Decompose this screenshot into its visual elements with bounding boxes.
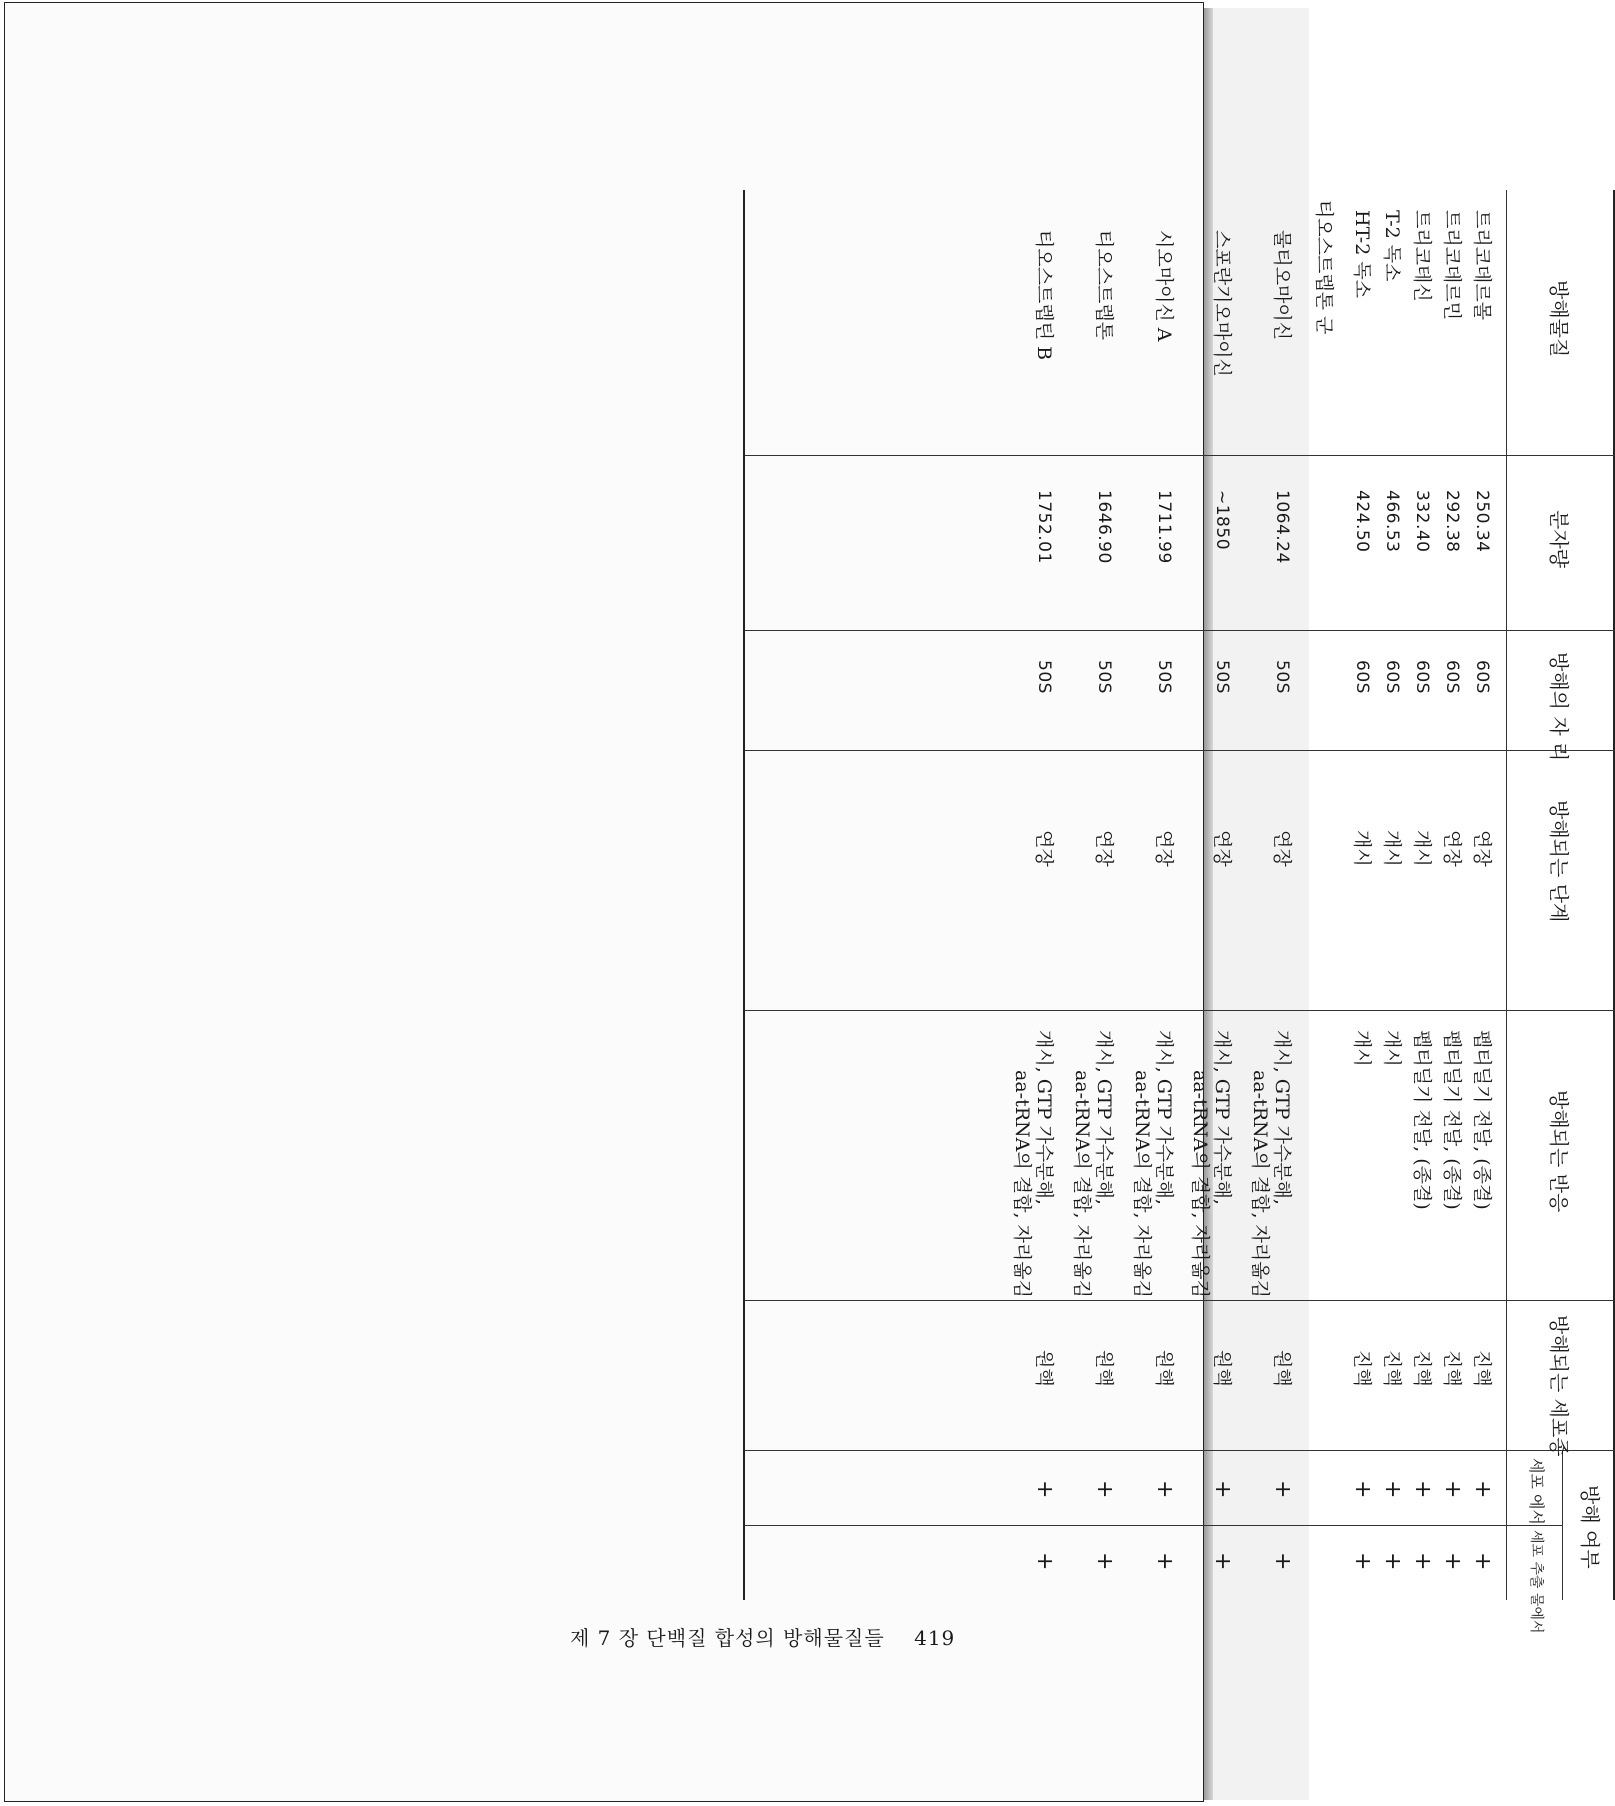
row-name: T-2 독소 (1381, 210, 1403, 282)
row-step: 연장 (1211, 830, 1233, 867)
row-in-cell: + (1270, 1480, 1295, 1499)
col-divider (745, 1450, 1615, 1451)
header-inhibitor: 방해물질 (1547, 280, 1571, 358)
row-step: 연장 (1033, 830, 1055, 867)
row-reaction: 개시, GTP 가수분해, (1033, 1030, 1055, 1205)
row-name: 스포란기오마이신 (1211, 230, 1233, 377)
group-label: 티오스트렙톤 군 (1313, 200, 1335, 335)
row-in-cell: + (1350, 1480, 1375, 1499)
row-in-cell: + (1470, 1480, 1495, 1499)
row-cell-free: + (1092, 1552, 1117, 1571)
row-mw: 250.34 (1472, 490, 1492, 553)
row-cell-type: 진핵 (1351, 1350, 1373, 1387)
row-step: 연장 (1441, 830, 1463, 867)
col-divider (745, 1300, 1615, 1301)
row-step: 연장 (1271, 830, 1293, 867)
header-in-cell: 세포 에서 (1527, 1458, 1546, 1525)
table-frame (745, 190, 1615, 1634)
page-footer (570, 1622, 955, 1651)
row-cell-free: + (1032, 1552, 1057, 1571)
row-site: 50S (1154, 660, 1174, 694)
row-in-cell: + (1380, 1480, 1405, 1499)
row-mw: 332.40 (1412, 490, 1432, 553)
header-inhibition: 방해 여부 (1578, 1485, 1602, 1569)
row-mw: 466.53 (1382, 490, 1402, 553)
col-divider (745, 1525, 1563, 1526)
row-reaction: 개시 (1381, 1030, 1403, 1067)
row-site: 60S (1442, 660, 1462, 694)
row-cell-type: 진핵 (1381, 1350, 1403, 1387)
row-name: 트리코테신 (1411, 210, 1433, 302)
row-name: 티오스트렙틴 B (1033, 230, 1055, 361)
row-reaction: 개시 (1351, 1030, 1373, 1067)
row-cell-free: + (1470, 1552, 1495, 1571)
row-cell-type: 원핵 (1211, 1350, 1233, 1387)
row-step: 개시 (1381, 830, 1403, 867)
header-site: 방해의 자 리 (1547, 652, 1571, 762)
row-name: 물티오마이신 (1271, 230, 1293, 341)
col-divider (745, 750, 1615, 751)
row-reaction-line2: aa-tRNA의 결합, 자리옮김 (1189, 1070, 1211, 1298)
row-cell-type: 진핵 (1441, 1350, 1463, 1387)
row-mw: ~1850 (1212, 490, 1232, 551)
row-mw: 292.38 (1442, 490, 1462, 553)
table-bottom-rule (743, 190, 745, 1600)
col-divider (745, 630, 1615, 631)
page-number: 419 (914, 1626, 956, 1650)
row-step: 연장 (1153, 830, 1175, 867)
row-name: 시오마이신 A (1153, 230, 1175, 342)
col-divider (745, 455, 1615, 456)
row-mw: 1064.24 (1272, 490, 1292, 564)
row-reaction: 개시, GTP 가수분해, (1153, 1030, 1175, 1205)
row-site: 60S (1412, 660, 1432, 694)
row-name: HT-2 독소 (1351, 210, 1373, 299)
row-in-cell: + (1210, 1480, 1235, 1499)
rotated-table (745, 190, 1615, 1634)
row-mw: 1752.01 (1034, 490, 1054, 564)
row-reaction: 펩티딜기 전달, (종결) (1411, 1030, 1433, 1210)
row-reaction-line2: aa-tRNA의 결합, 자리옮김 (1249, 1070, 1271, 1298)
row-step: 개시 (1411, 830, 1433, 867)
header-step: 방해되는 단계 (1547, 800, 1571, 923)
row-cell-type: 진핵 (1471, 1350, 1493, 1387)
row-reaction: 펩티딜기 전달, (종결) (1441, 1030, 1463, 1210)
row-in-cell: + (1410, 1480, 1435, 1499)
row-cell-free: + (1210, 1552, 1235, 1571)
row-in-cell: + (1092, 1480, 1117, 1499)
row-site: 60S (1382, 660, 1402, 694)
row-cell-free: + (1440, 1552, 1465, 1571)
row-site: 60S (1472, 660, 1492, 694)
row-mw: 424.50 (1352, 490, 1372, 553)
header-molecular-weight: 분자량 (1547, 510, 1571, 568)
row-cell-free: + (1270, 1552, 1295, 1571)
row-name: 트리코데르몰 (1471, 210, 1493, 321)
row-cell-type: 원핵 (1093, 1350, 1115, 1387)
row-site: 60S (1352, 660, 1372, 694)
row-site: 50S (1034, 660, 1054, 694)
row-cell-type: 원핵 (1033, 1350, 1055, 1387)
row-name: 티오스트렙톤 (1093, 230, 1115, 341)
row-reaction: 개시, GTP 가수분해, (1271, 1030, 1293, 1205)
row-step: 개시 (1351, 830, 1373, 867)
row-reaction: 펩티딜기 전달, (종결) (1471, 1030, 1493, 1210)
row-reaction-line2: aa-tRNA의 결합, 자리옮김 (1071, 1070, 1093, 1298)
row-in-cell: + (1440, 1480, 1465, 1499)
row-cell-type: 진핵 (1411, 1350, 1433, 1387)
row-site: 50S (1272, 660, 1292, 694)
header-reaction: 방해되는 반응 (1547, 1090, 1571, 1213)
row-reaction-line2: aa-tRNA의 결합, 자리옮김 (1011, 1070, 1033, 1298)
row-site: 50S (1094, 660, 1114, 694)
row-cell-type: 원핵 (1271, 1350, 1293, 1387)
row-cell-free: + (1350, 1552, 1375, 1571)
row-step: 연장 (1093, 830, 1115, 867)
row-step: 연장 (1471, 830, 1493, 867)
row-name: 트리코데르민 (1441, 210, 1463, 321)
row-mw: 1711.99 (1154, 490, 1174, 564)
row-reaction: 개시, GTP 가수분해, (1093, 1030, 1115, 1205)
header-cell-type: 방해되는 세포종 (1547, 1315, 1571, 1457)
row-cell-free: + (1410, 1552, 1435, 1571)
row-site: 50S (1212, 660, 1232, 694)
row-in-cell: + (1152, 1480, 1177, 1499)
row-in-cell: + (1032, 1480, 1057, 1499)
row-cell-free: + (1380, 1552, 1405, 1571)
row-mw: 1646.90 (1094, 490, 1114, 564)
header-cell-free: 세포 추출 물에서 (1528, 1530, 1544, 1634)
row-reaction-line2: aa-tRNA의 결합, 자리옮김 (1131, 1070, 1153, 1298)
row-cell-type: 원핵 (1153, 1350, 1175, 1387)
col-divider (745, 1010, 1615, 1011)
table-header-rule (1506, 190, 1507, 1600)
row-reaction: 개시, GTP 가수분해, (1211, 1030, 1233, 1205)
chapter-title: 제 7 장 단백질 합성의 방해물질들 (570, 1626, 885, 1650)
row-cell-free: + (1152, 1552, 1177, 1571)
